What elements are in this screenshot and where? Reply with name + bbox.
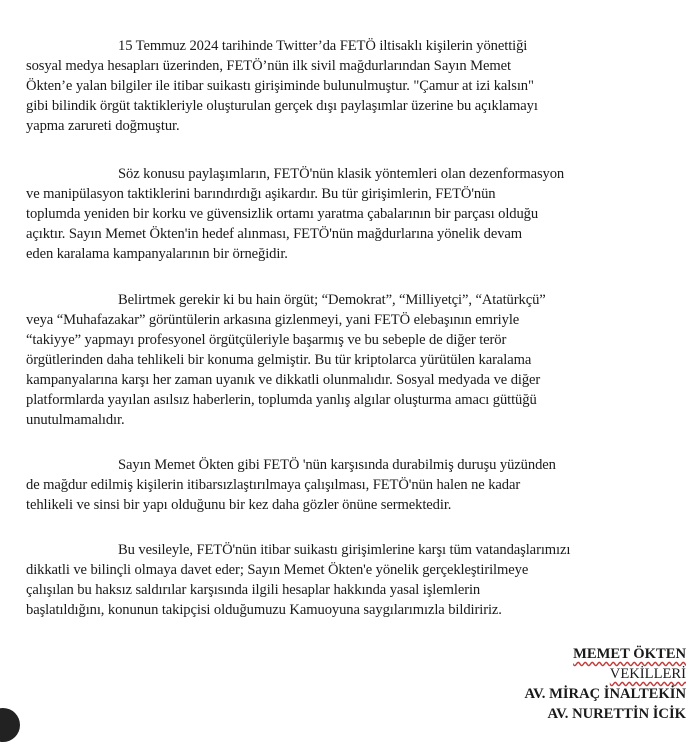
- paragraph-line: Sayın Memet Ökten gibi FETÖ 'nün karşısında durabilmiş duruşu yüzünden: [118, 457, 556, 473]
- signature-lawyer-1: AV. MİRAÇ İNALTEKİN: [524, 686, 686, 702]
- paragraph-line: eden karalama kampanyalarının bir örneğidir.: [26, 246, 288, 262]
- signature-name-text: MEMET ÖKTEN: [573, 646, 686, 662]
- paragraph-line: veya “Muhafazakar” görüntülerin arkasına gizlenmeyi, yani FETÖ elebaşının emriyle: [26, 312, 520, 328]
- paragraph-line: platformlarda yayılan asılsız haberlerin, toplumda yanlış algılar oluşturma amacı güttüğü: [26, 392, 537, 408]
- paragraph-line: 15 Temmuz 2024 tarihinde Twitter’da FETÖ iltisaklı kişilerin yönettiği: [118, 38, 528, 54]
- paragraph-line: “takiyye” yapmayı profesyonel örgütçüleriyle başarmış ve bu sebeple de diğer terör: [26, 332, 507, 348]
- paragraph-line: tehlikeli ve sinsi bir yapı olduğunu bir kez daha gözler önüne sermektedir.: [26, 497, 452, 513]
- corner-overlay-icon: [0, 708, 20, 742]
- paragraph-line: gibi bilindik örgüt taktikleriyle oluşturulan gerçek dışı paylaşımlar üzerine bu açıklamayı: [26, 98, 538, 114]
- paragraph-line: Ökten’e yalan bilgiler ile itibar suikastı girişiminde bulunulmuştur. "Çamur at izi kalsın": [26, 78, 534, 94]
- paragraph-line: yapma zarureti doğmuştur.: [26, 118, 180, 134]
- paragraph-line: kampanyalarına karşı her zaman uyanık ve dikkatli olunmalıdır. Sosyal medyada ve diğer: [26, 372, 541, 388]
- paragraph-line: Söz konusu paylaşımların, FETÖ'nün klasik yöntemleri olan dezenformasyon: [118, 166, 565, 182]
- paragraph-line: örgütlerinden daha tehlikeli bir konuma gelmiştir. Bu tür kriptolarca yürütülen karalama: [26, 352, 532, 368]
- paragraph-line: ve manipülasyon taktiklerini barındırdığı aşikardır. Bu tür girişimlerin, FETÖ'nün: [26, 186, 496, 202]
- signature-name: [386, 644, 686, 664]
- paragraph-line: çalışılan bu haksız saldırılar karşısında ilgili hesaplar hakkında yasal işlemlerin: [26, 582, 481, 598]
- paragraph-line: toplumda yeniden bir korku ve güvensizlik ortamı yaratma çabalarının bir parçası olduğu: [26, 206, 539, 222]
- paragraph-line: Bu vesileyle, FETÖ'nün itibar suikastı girişimlerine karşı tüm vatandaşlarımızı: [118, 542, 571, 558]
- paragraph-line: sosyal medya hesapları üzerinden, FETÖ’nün ilk sivil mağdurlarından Sayın Memet: [26, 58, 511, 74]
- signature-title-text: VEKİLLERİ: [609, 666, 686, 682]
- paragraph-line: de mağdur edilmiş kişilerin itibarsızlaştırılmaya çalışılması, FETÖ'nün halen ne kadar: [26, 477, 521, 493]
- paragraph-line: başlatıldığını, konunun takipçisi olduğumuzu Kamuoyuna saygılarımızla bildiririz.: [26, 602, 502, 618]
- signature-title: [386, 664, 686, 684]
- paragraph-line: açıktır. Sayın Memet Ökten'in hedef alınması, FETÖ'nün mağdurlarına yönelik devam: [26, 226, 523, 242]
- paragraph-line: Belirtmek gerekir ki bu hain örgüt; “Demokrat”, “Milliyetçi”, “Atatürkçü”: [118, 292, 546, 308]
- signature-lawyer-2: AV. NURETTİN İCİK: [547, 706, 686, 722]
- paragraph-line: unutulmamalıdır.: [26, 412, 125, 428]
- paragraph-line: dikkatli ve bilinçli olmaya davet eder; Sayın Memet Ökten'e yönelik gerçekleştirilmeye: [26, 562, 529, 578]
